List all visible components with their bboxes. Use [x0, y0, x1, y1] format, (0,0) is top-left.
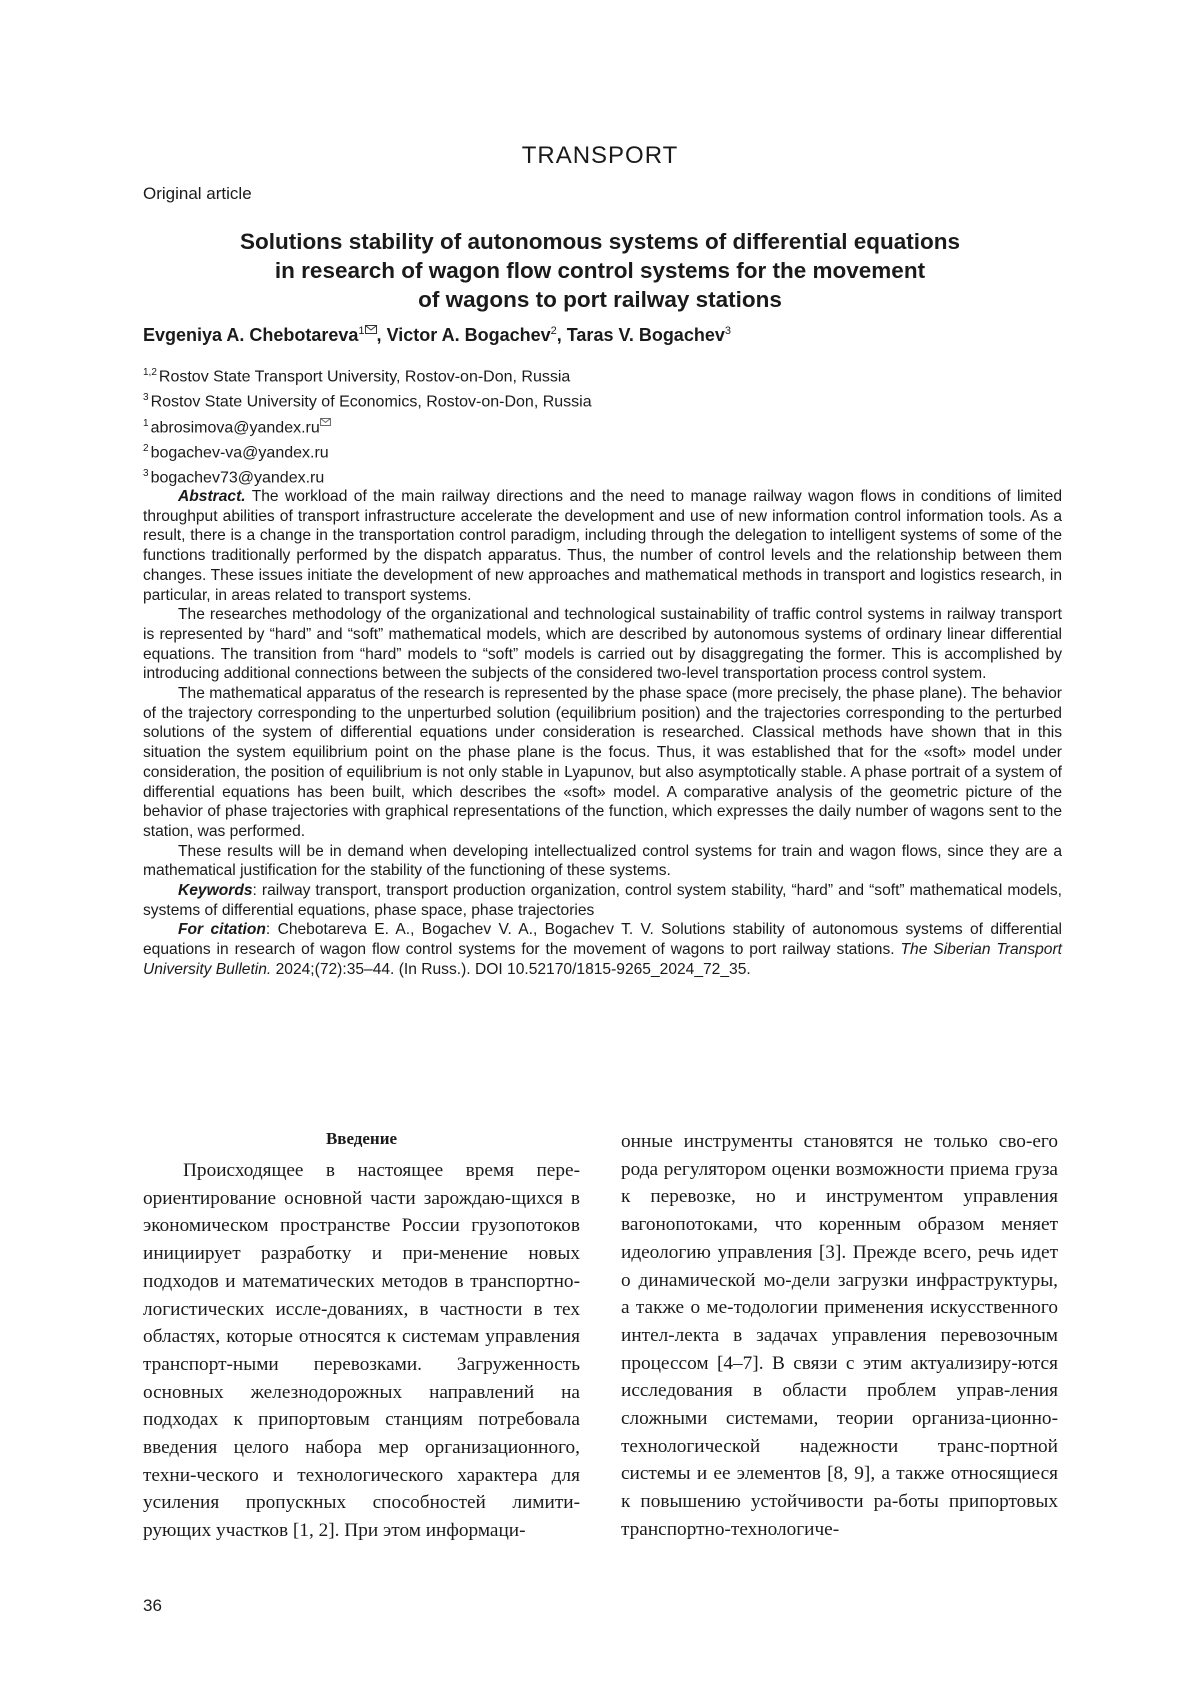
author-superscript: 1	[358, 325, 365, 337]
email-link[interactable]: abrosimova@yandex.ru	[150, 418, 320, 436]
affiliation-text: Rostov State University of Economics, Rostov-on-Don, Russia	[150, 393, 592, 411]
citation-details: 2024;(72):35–44. (In Russ.). DOI 10.52170/1815-9265_2024_72_35.	[275, 960, 751, 978]
affiliations	[143, 362, 592, 489]
author-superscript: 3	[724, 325, 731, 337]
email-line	[143, 463, 592, 488]
affiliation-superscript: 1,2	[143, 367, 157, 378]
affiliation-superscript: 2	[143, 442, 149, 454]
abstract-paragraph: The mathematical apparatus of the research is represented by the phase space (more precisely, the phase plane). The behavior of the trajectory corresponding to the unperturbed solution (equilibrium position) and the trajectories corresponding to the perturbed solutions of the system of differential equations under consideration is researched. Classical methods have shown that in this situation the system equilibrium point on the phase plane is the focus. Thus, it was established that for the «soft» model under consideration, the position of equilibrium is not only stable in Lyapunov, but also asymptotically stable. A phase portrait of a system of differential equations has been built, which describes the «soft» model. A comparative analysis of the geometric picture of the behavior of phase trajectories with graphical representations of the function, which expresses the daily number of wagons sent to the station, was performed.	[143, 685, 1062, 840]
email-line	[143, 438, 592, 463]
citation-paragraph	[143, 920, 1062, 979]
abstract-paragraph	[143, 487, 1062, 605]
affiliation-line	[143, 387, 592, 412]
abstract-text: The workload of the main railway directions and the need to manage railway wagon flows in conditions of limited throughput abilities of transport infrastructure accelerate the development and use of new information control information tools. As a result, there is a change in the transportation control paradigm, including through the delegation to intelligent systems of some of the functions traditionally performed by the dispatch apparatus. Thus, the number of control levels and the relationship between them changes. These issues initiate the development of new approaches and mathematical methods in transport and logistics research, in particular, in areas related to transport systems.	[143, 488, 1062, 604]
keywords-text: : railway transport, transport production organization, control system stability, “hard” and “soft” mathematical models, systems of differential equations, phase space, phase trajectories	[143, 882, 1062, 919]
author-superscript: 2	[550, 325, 557, 337]
affiliation-line	[143, 362, 592, 387]
author-name: Victor A. Bogachev	[386, 325, 551, 345]
abstract-paragraph: These results will be in demand when developing intellectualized control systems for train and wagon flows, since they are a mathematical justification for the stability of the functioning of these systems.	[143, 842, 1062, 880]
keywords-label: Keywords	[178, 882, 253, 900]
affiliation-text: Rostov State Transport University, Rostov-on-Don, Russia	[158, 368, 571, 386]
email-link[interactable]: bogachev73@yandex.ru	[150, 469, 325, 487]
article-title	[120, 227, 1080, 314]
abstract-paragraph: The researches methodology of the organizational and technological sustainability of traffic control systems in railway transport is represented by “hard” and “soft” mathematical models, which are described by autonomous systems of ordinary linear differential equations. The transition from “hard” models to “soft” models is carried out by disaggregating the former. This is accomplished by introducing additional connections between the subjects of the considered two-level transportation process control system.	[143, 606, 1062, 683]
envelope-icon	[320, 418, 331, 426]
citation-text: : Chebotareva E. A., Bogachev V. A., Bogachev T. V. Solutions stability of autonomous systems of differential equations in research of wagon flow control systems for the movement of wagons to port railway stations.	[143, 921, 1062, 959]
title-line-3: of wagons to port railway stations	[418, 287, 782, 312]
intro-column-right	[621, 1128, 1058, 1544]
intro-heading: Введение	[325, 1129, 398, 1148]
envelope-icon[interactable]	[365, 325, 377, 334]
abstract	[143, 487, 1062, 980]
section-heading: TRANSPORT	[521, 142, 679, 169]
affiliation-superscript: 3	[143, 468, 149, 480]
intro-paragraph: Происходящее в настоящее время пере-ориентирование основной части зарождаю-щихся в экономическом пространстве России грузопотоков инициирует разработку и при-менение новых подходов и математических методов в транспортно-логистических иссле-дованиях, в частности в тех областях, которые относятся к системам управления транспорт-ными перевозками. Загруженность основных железнодорожных направлений на подходах к припортовым станциям потребовала введения целого набора мер организационного, техни-ческого и технологического характера для усиления пропускных способностей лимити-рующих участков [1, 2]. При этом информаци-	[143, 1160, 580, 1542]
abstract-label: Abstract.	[178, 488, 246, 505]
email-link[interactable]: bogachev-va@yandex.ru	[150, 444, 329, 462]
keywords-paragraph	[143, 881, 1062, 920]
email-line	[143, 413, 592, 438]
article-type: Original article	[143, 184, 252, 203]
intro-paragraph-continued: онные инструменты становятся не только сво-его рода регулятором оценки возможности приема груза к перевозке, но и инструментом управления вагонопотоками, что коренным образом меняет идеологию управления [3]. Прежде всего, речь идет о динамической мо-дели загрузки инфраструктуры, а также о ме-тодологии применения искусственного интел-лекта в задачах управления перевозочным процессом [4–7]. В связи с этим актуализиру-ются исследования в области проблем управ-ления сложными системами, теории организа-ционно-технологической надежности транс-портной системы и ее элементов [8, 9], а также относящиеся к повышению устойчивости ра-боты припортовых транспортно-технологиче-	[621, 1131, 1058, 1540]
title-line-2: in research of wagon flow control systems for the movement	[274, 258, 926, 283]
author-name: Evgeniya A. Chebotareva	[143, 325, 359, 345]
intro-column-left	[143, 1128, 580, 1545]
title-line-1: Solutions stability of autonomous systems of differential equations	[239, 229, 961, 254]
affiliation-superscript: 1	[143, 417, 149, 429]
author-list: Evgeniya A. Chebotareva$^1$ , Victor A. Bogachev$^2$, Taras V. Bogachev$^3$	[143, 325, 731, 345]
page-number: 36	[143, 1596, 162, 1615]
author-name: Taras V. Bogachev	[566, 325, 725, 345]
citation-label: For citation	[178, 921, 266, 939]
citation-journal: The Siberian Transport University Bulletin.	[143, 941, 1062, 978]
affiliation-superscript: 3	[143, 392, 149, 404]
